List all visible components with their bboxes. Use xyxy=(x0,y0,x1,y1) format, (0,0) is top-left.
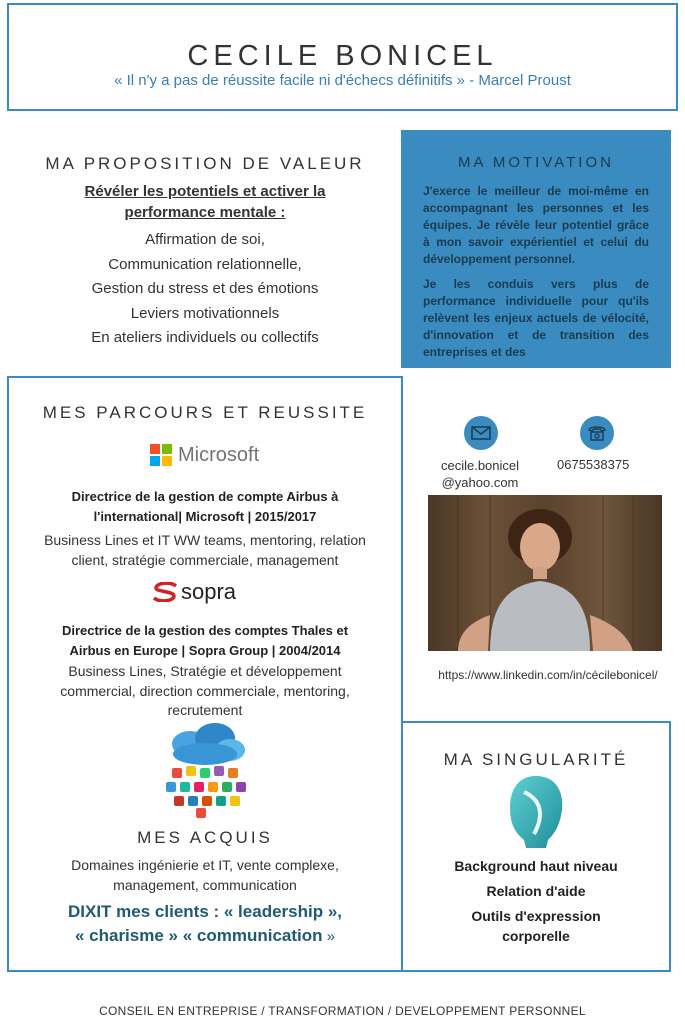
job1-desc-line1: Business Lines et IT WW teams, mentoring, relation xyxy=(44,532,366,548)
sopra-wordmark: sopra xyxy=(181,579,237,604)
value-prop-title: MA PROPOSITION DE VALEUR xyxy=(45,154,365,173)
cloud-apps-icon xyxy=(160,722,250,820)
value-prop-list xyxy=(20,228,390,351)
job2-desc-line2: commercial, direction commerciale, mentoring, xyxy=(60,682,350,699)
microsoft-squares-icon xyxy=(150,444,172,466)
motivation-para1: J'exerce le meilleur de moi-même en accompagnant les personnes et les équipes. Je révèle leur potentiel grâce à mon savoir expérientiel et celui du développement personnel. xyxy=(423,184,649,266)
value-item: Communication relationnelle, xyxy=(108,255,302,273)
acquis-line1: Domaines ingénierie et IT, vente complexe, xyxy=(71,857,339,873)
job2-desc xyxy=(20,662,390,721)
motivation-title: MA MOTIVATION xyxy=(458,154,614,171)
dixit-line2 xyxy=(20,924,390,949)
job2-title-line2: Airbus en Europe | Sopra Group | 2004/2014 xyxy=(69,643,341,658)
quote: « Il n'y a pas de réussite facile ni d'échecs définitifs » - Marcel Proust xyxy=(114,72,571,89)
microsoft-wordmark: Microsoft xyxy=(178,443,260,466)
email-line1: cecile.bonicel xyxy=(440,458,520,473)
page-title: CECILE BONICEL xyxy=(187,40,498,72)
phone-icon[interactable] xyxy=(580,416,614,450)
motivation-panel xyxy=(401,130,671,368)
singularite-item2: Relation d'aide xyxy=(486,883,586,899)
job1-desc-line2: client, stratégie commerciale, management xyxy=(71,552,339,568)
job1-desc xyxy=(20,530,390,570)
dixit-close: » xyxy=(322,928,336,945)
profile-photo xyxy=(428,495,662,651)
value-item: Leviers motivationnels xyxy=(130,304,280,322)
singularite-title: MA SINGULARITÉ xyxy=(443,750,629,769)
linkedin-link[interactable]: https://www.linkedin.com/in/cécilebonicel/ xyxy=(438,668,658,682)
value-item: En ateliers individuels ou collectifs xyxy=(91,329,319,346)
job1-title-line1: Directrice de la gestion de compte Airbus à xyxy=(71,489,339,504)
acquis-text xyxy=(20,855,390,895)
sopra-swoosh-icon xyxy=(152,582,178,602)
job1-title-line2: l'international| Microsoft | 2015/2017 xyxy=(93,509,317,524)
acquis-title: MES ACQUIS xyxy=(137,828,273,847)
singularite-item3-line1: Outils d'expression xyxy=(471,908,601,924)
email-line2: @yahoo.com xyxy=(441,475,519,490)
microsoft-logo xyxy=(150,442,270,468)
job1-title xyxy=(20,487,390,527)
singularite-list xyxy=(401,856,671,946)
email-icon[interactable] xyxy=(464,416,498,450)
value-prop-subtitle xyxy=(20,181,390,223)
dixit-quote xyxy=(20,900,390,949)
footer-text: CONSEIL EN ENTREPRISE / TRANSFORMATION / DEVELOPPEMENT PERSONNEL xyxy=(99,1004,586,1018)
value-item: Affirmation de soi, xyxy=(145,231,265,248)
email-address[interactable] xyxy=(420,457,540,491)
job2-desc-line1: Business Lines, Stratégie et développement xyxy=(68,663,342,679)
sopra-logo xyxy=(152,578,262,606)
job2-desc-line3: recrutement xyxy=(167,702,243,718)
acquis-line2: management, communication xyxy=(113,877,297,893)
singularite-head-icon xyxy=(504,772,568,850)
job2-title xyxy=(20,621,390,661)
motivation-para2: Je les conduis vers plus de performance individuelle pour qu'ils relèvent les enjeux actuels de vélocité, d'innovation et de transition des entreprises et des xyxy=(423,277,649,359)
job2-title-line1: Directrice de la gestion des comptes Thales et xyxy=(61,623,349,638)
cloud-apps-illustration xyxy=(160,722,250,820)
singularite-item1: Background haut niveau xyxy=(454,858,618,874)
dixit-line1: DIXIT mes clients : « leadership », xyxy=(68,902,342,921)
value-item: Gestion du stress et des émotions xyxy=(91,280,319,297)
dixit-line2-text: « charisme » « communication xyxy=(74,926,323,945)
value-prop-subtitle-line1: Révéler les potentiels et activer la xyxy=(84,183,326,200)
parcours-title: MES PARCOURS ET REUSSITE xyxy=(42,403,368,422)
phone-number[interactable]: 0675538375 xyxy=(557,457,630,472)
singularite-item3-line2: corporelle xyxy=(502,928,570,944)
value-prop-subtitle-line2: performance mentale : xyxy=(124,204,286,221)
portrait-illustration-icon xyxy=(428,495,662,651)
